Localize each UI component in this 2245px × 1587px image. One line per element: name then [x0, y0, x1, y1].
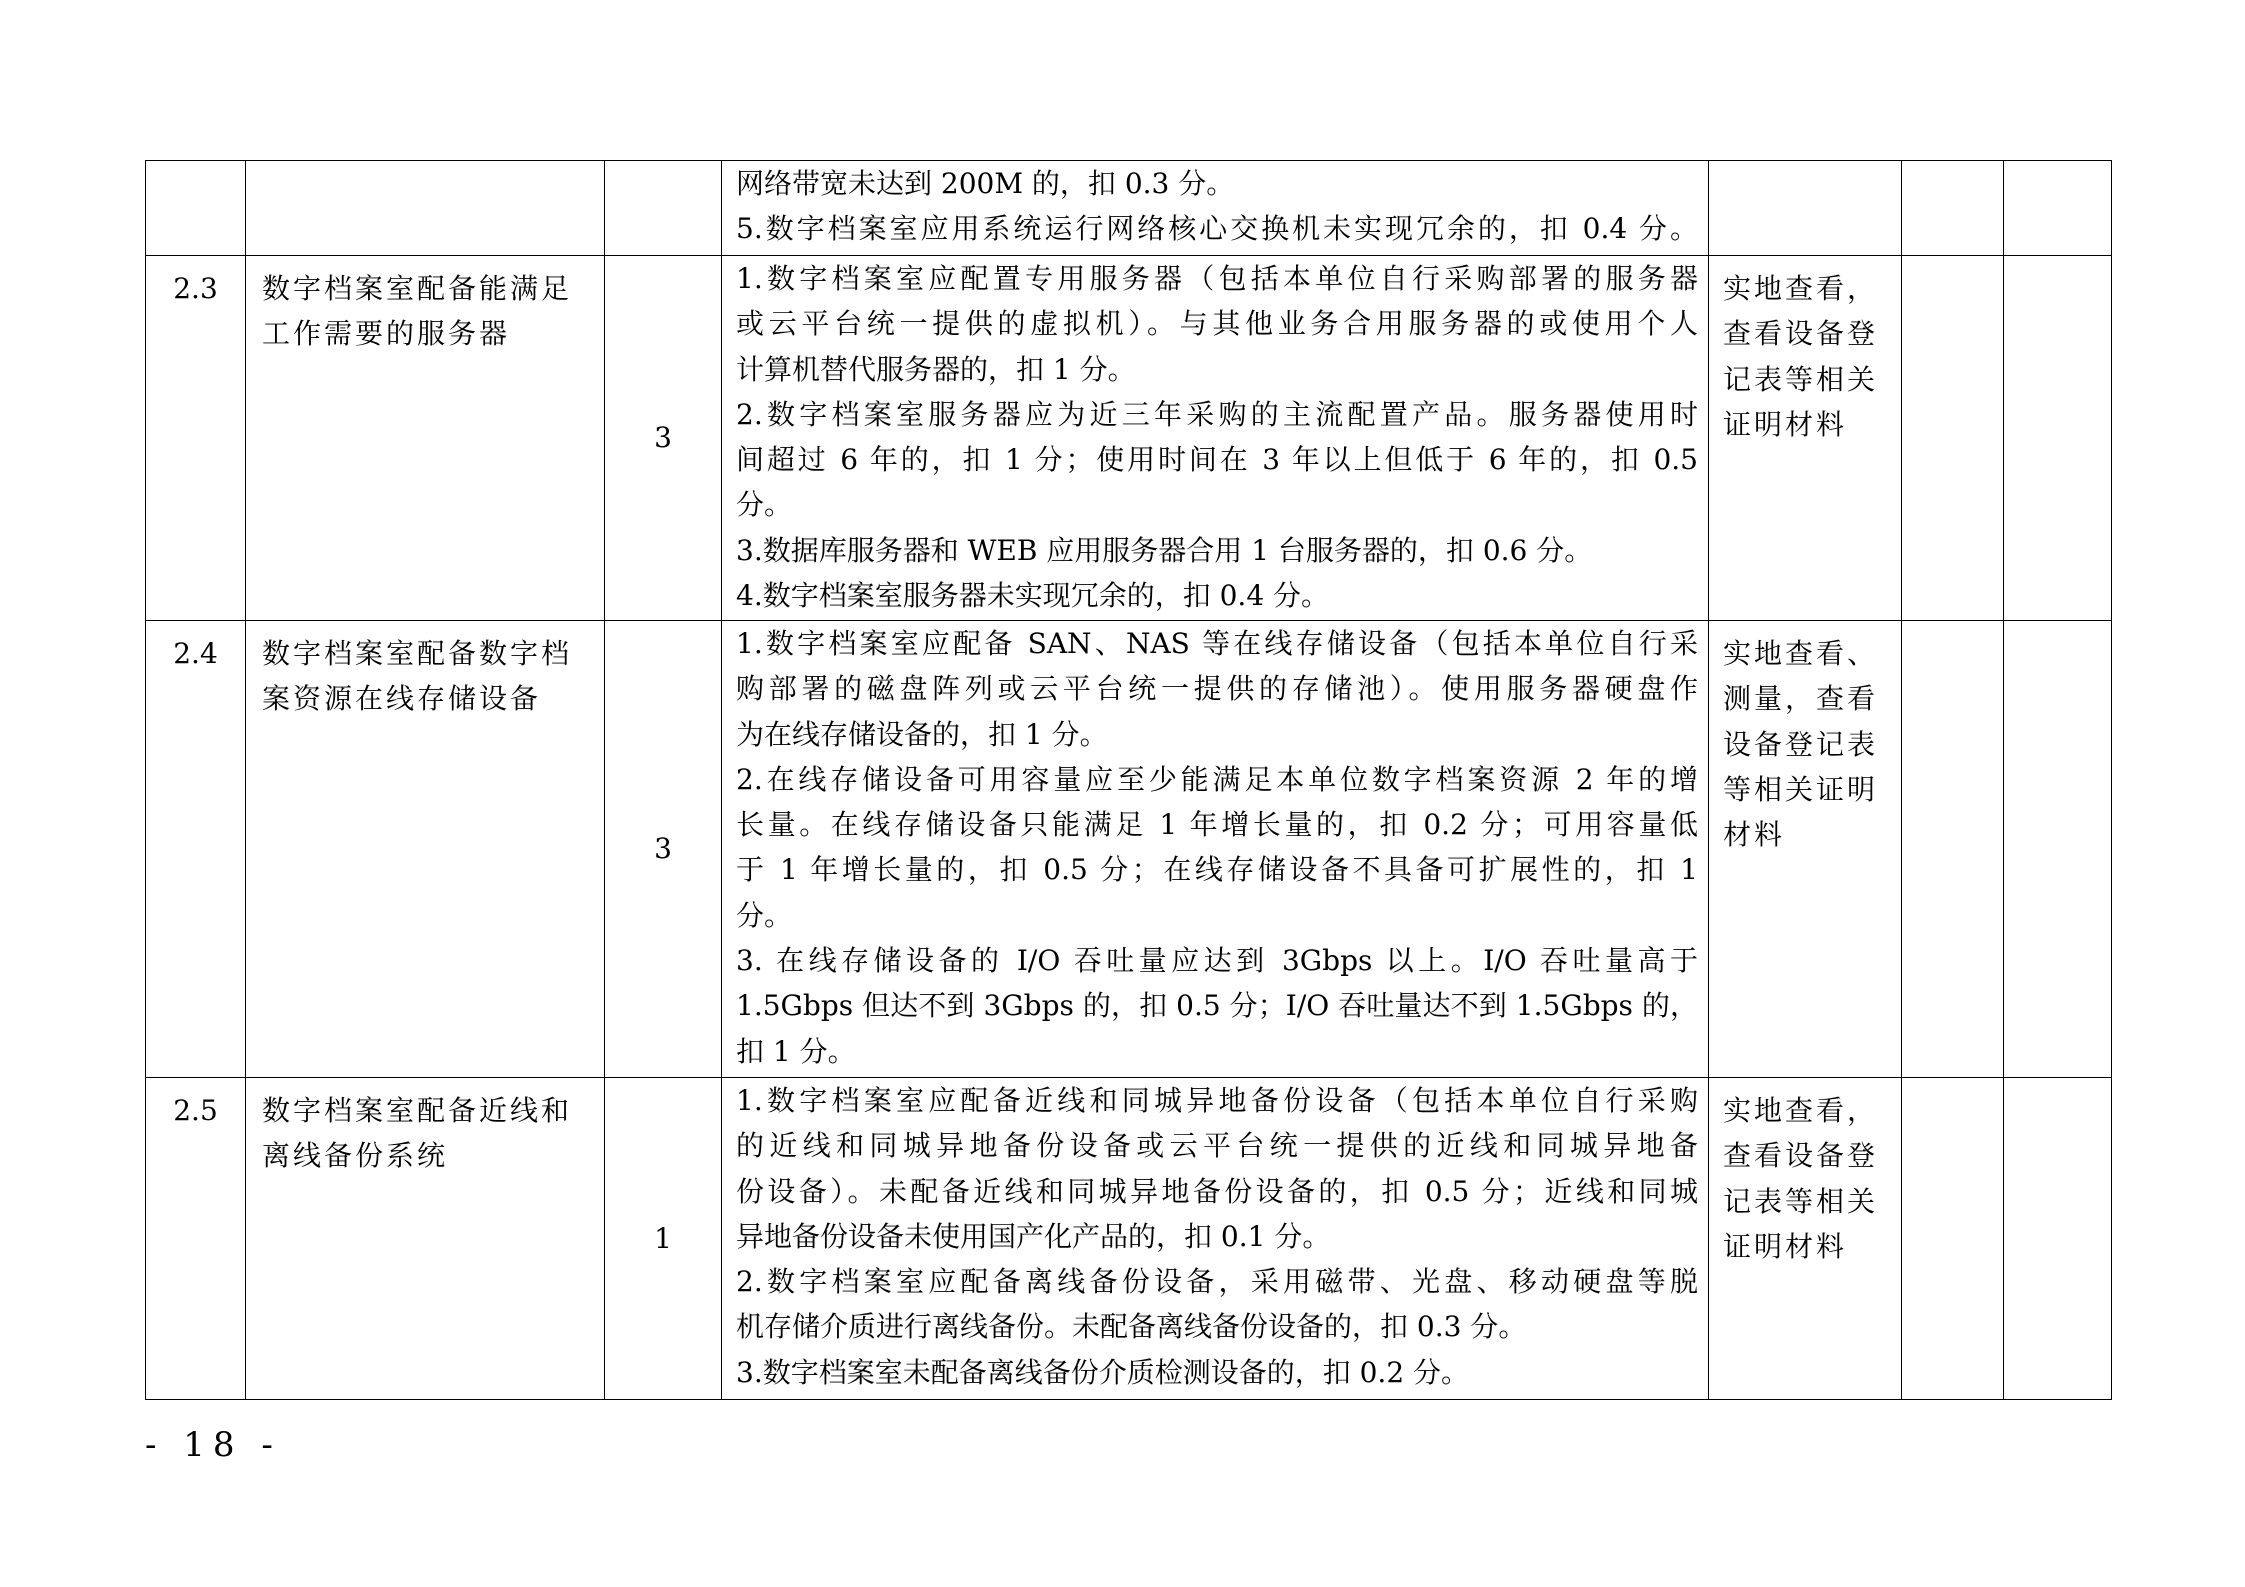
- criteria-line: 5.数字档案室应用系统运行网络核心交换机未实现冗余的，扣 0.4 分。: [736, 212, 1698, 246]
- method-line: 材料: [1723, 818, 1786, 852]
- method-line: 实地查看、: [1723, 637, 1879, 670]
- criteria-line: 间超过 6 年的，扣 1 分；使用时间在 3 年以上但低于 6 年的，扣 0.5: [736, 443, 1698, 477]
- item-name-line: 数字档案室配备近线和: [262, 1094, 573, 1127]
- criteria-line: 机存储介质进行离线备份。未配备离线备份设备的，扣 0.3 分。: [736, 1310, 1527, 1344]
- item-number-cell: 2.4: [146, 621, 246, 1078]
- page-number: - 18 -: [145, 1425, 281, 1465]
- item-name-line: 数字档案室配备数字档: [262, 637, 573, 670]
- criteria-line: 于 1 年增长量的，扣 0.5 分；在线存储设备不具备可扩展性的，扣 1: [736, 853, 1698, 887]
- criteria-line: 2.在线存储设备可用容量应至少能满足本单位数字档案资源 2 年的增: [736, 762, 1698, 796]
- method-cell: [1709, 256, 1902, 621]
- criteria-line: 2.数字档案室应配备离线备份设备，采用磁带、光盘、移动硬盘等脱: [736, 1265, 1698, 1299]
- item-name-cell: [246, 1078, 605, 1400]
- method-cell: [1709, 621, 1902, 1078]
- criteria-line: 或云平台统一提供的虚拟机）。与其他业务合用服务器的或使用个人: [736, 307, 1698, 341]
- criteria-line: 长量。在线存储设备只能满足 1 年增长量的，扣 0.2 分；可用容量低: [736, 808, 1698, 842]
- criteria-line: 扣 1 分。: [736, 1034, 856, 1068]
- criteria-cell: [722, 161, 1709, 256]
- criteria-line: 3.数据库服务器和 WEB 应用服务器合用 1 台服务器的，扣 0.6 分。: [736, 533, 1593, 567]
- method-line: 证明材料: [1723, 407, 1848, 441]
- criteria-line: 计算机替代服务器的，扣 1 分。: [736, 352, 1136, 386]
- item-name-line: 案资源在线存储设备: [262, 682, 542, 716]
- method-line: 记表等相关: [1723, 362, 1879, 396]
- table-row: [146, 1078, 2112, 1400]
- item-number-cell: 2.3: [146, 256, 246, 621]
- criteria-line: 3. 在线存储设备的 I/O 吞吐量应达到 3Gbps 以上。I/O 吞吐量高于: [736, 944, 1698, 978]
- score-cell: [605, 161, 722, 256]
- criteria-line: 分。: [736, 898, 793, 932]
- method-line: 实地查看，: [1723, 272, 1879, 305]
- method-line: 等相关证明: [1723, 772, 1879, 806]
- method-line: 查看设备登: [1723, 317, 1879, 351]
- criteria-line: 网络带宽未达到 200M 的，扣 0.3 分。: [736, 167, 1235, 200]
- item-name-line: 离线备份系统: [262, 1139, 449, 1173]
- score-cell: 3: [605, 256, 722, 621]
- empty-cell: [2004, 256, 2112, 621]
- method-line: 记表等相关: [1723, 1184, 1879, 1218]
- table-row: [146, 161, 2112, 256]
- table-row: [146, 256, 2112, 621]
- method-line: 设备登记表: [1723, 727, 1879, 761]
- criteria-line: 分。: [736, 488, 793, 522]
- empty-cell: [1902, 161, 2004, 256]
- empty-cell: [2004, 161, 2112, 256]
- empty-cell: [1902, 1078, 2004, 1400]
- criteria-line: 份设备）。未配备近线和同城异地备份设备的，扣 0.5 分；近线和同城: [736, 1174, 1698, 1208]
- item-name-cell: [246, 256, 605, 621]
- method-cell: [1709, 161, 1902, 256]
- empty-cell: [2004, 1078, 2112, 1400]
- criteria-line: 4.数字档案室服务器未实现冗余的，扣 0.4 分。: [736, 579, 1330, 613]
- item-name-line: 数字档案室配备能满足: [262, 272, 573, 305]
- evaluation-table: [145, 160, 2112, 1400]
- criteria-cell: [722, 256, 1709, 621]
- criteria-cell: [722, 1078, 1709, 1400]
- item-name-line: 工作需要的服务器: [262, 317, 511, 351]
- score-cell: 1: [605, 1078, 722, 1400]
- criteria-line: 3.数字档案室未配备离线备份介质检测设备的，扣 0.2 分。: [736, 1355, 1470, 1389]
- criteria-line: 1.数字档案室应配备 SAN、NAS 等在线存储设备（包括本单位自行采: [736, 627, 1698, 660]
- item-name-cell: [246, 621, 605, 1078]
- item-number-cell: 2.5: [146, 1078, 246, 1400]
- criteria-line: 1.数字档案室应配置专用服务器（包括本单位自行采购部署的服务器: [736, 262, 1698, 295]
- method-line: 证明材料: [1723, 1229, 1848, 1263]
- criteria-line: 为在线存储设备的，扣 1 分。: [736, 717, 1108, 751]
- empty-cell: [2004, 621, 2112, 1078]
- criteria-line: 的近线和同城异地备份设备或云平台统一提供的近线和同城异地备: [736, 1129, 1698, 1163]
- criteria-cell: [722, 621, 1709, 1078]
- table-row: [146, 621, 2112, 1078]
- score-cell: 3: [605, 621, 722, 1078]
- criteria-line: 1.数字档案室应配备近线和同城异地备份设备（包括本单位自行采购: [736, 1084, 1698, 1117]
- item-name-cell: [246, 161, 605, 256]
- method-line: 测量，查看: [1723, 682, 1879, 716]
- criteria-line: 1.5Gbps 但达不到 3Gbps 的，扣 0.5 分；I/O 吞吐量达不到 1.5Gbps 的，: [736, 989, 1698, 1023]
- empty-cell: [1902, 256, 2004, 621]
- method-line: 实地查看，: [1723, 1094, 1879, 1127]
- empty-cell: [1902, 621, 2004, 1078]
- method-line: 查看设备登: [1723, 1139, 1879, 1173]
- criteria-line: 2.数字档案室服务器应为近三年采购的主流配置产品。服务器使用时: [736, 397, 1698, 431]
- criteria-line: 异地备份设备未使用国产化产品的，扣 0.1 分。: [736, 1219, 1331, 1253]
- method-cell: [1709, 1078, 1902, 1400]
- item-number-cell: [146, 161, 246, 256]
- criteria-line: 购部署的磁盘阵列或云平台统一提供的存储池）。使用服务器硬盘作: [736, 672, 1698, 706]
